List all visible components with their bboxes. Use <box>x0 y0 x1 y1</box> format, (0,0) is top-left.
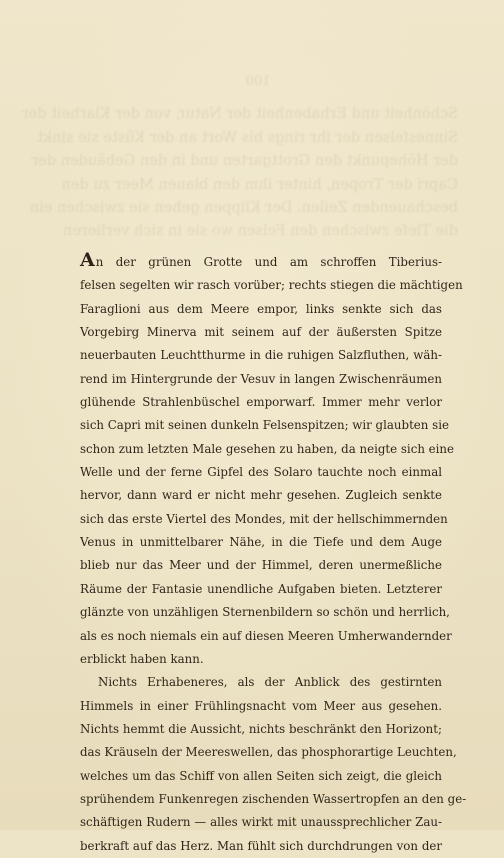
text-line: Himmels in einer Frühlingsnacht vom Meer aus gesehen. <box>80 698 442 713</box>
text-line: berkraft auf das Herz. Man fühlt sich durchdrungen von der <box>80 838 442 853</box>
text-line: blieb nur das Meer und der Himmel, deren unermeßliche <box>80 558 442 573</box>
bleed-through-line: Schönheit und Erhabenheit der Natur, von der Klarheit der <box>21 106 458 123</box>
bleed-through-line: Sinnesfelsen der ihr rings bis Wort an der Küste sie sinkt <box>37 129 458 146</box>
bleed-through-line: der Höhepunkt den Grottgarten und in den Gebäuden der <box>31 153 458 170</box>
text-line: Vorgebirg Minerva mit seinem auf der äußersten Spitze <box>80 325 442 340</box>
text-line: erblickt haben kann. <box>80 651 204 666</box>
text-line: Räume der Fantasie unendliche Aufgaben bieten. Letzterer <box>80 581 442 596</box>
paragraph-2 <box>80 671 467 858</box>
text-line: glänzte von unzähligen Sternenbildern so schön und herrlich, <box>80 605 450 620</box>
text-line: welches um das Schiff von allen Seiten sich zeigt, die gleich <box>80 768 442 783</box>
drop-cap: A <box>80 249 95 271</box>
text-line: Faraglioni aus dem Meere empor, links senkte sich das <box>80 301 442 316</box>
text-line: rend im Hintergrunde der Vesuv in langen Zwischenräumen <box>80 371 442 386</box>
bleed-through-line: die Tiefe zwischen den Felsen wo sie in sich verlieren <box>62 223 458 240</box>
text-line: glühende Strahlenbüschel emporwarf. Immer mehr verlor <box>80 395 442 410</box>
text-line: Nichts hemmt die Aussicht, nichts beschränkt den Horizont; <box>80 721 442 736</box>
bleed-through-line: beschauenden Zeilen. Der Klippen gehen sie zwischen ein <box>29 200 458 217</box>
bleed-through-page-number: 100 <box>245 74 271 89</box>
text-line: Welle und der ferne Gipfel des Solaro tauchte noch einmal <box>80 465 442 480</box>
text-line: schon zum letzten Male gesehen zu haben, da neigte sich eine <box>80 441 454 456</box>
text-line: hervor, dann ward er nicht mehr gesehen. Zugleich senkte <box>80 488 442 503</box>
text-line: Venus in unmittelbarer Nähe, in die Tiefe und dem Auge <box>80 535 442 550</box>
text-line: als es noch niemals ein auf diesen Meeren Umherwandernder <box>80 628 452 643</box>
text-line: sich Capri mit seinen dunkeln Felsenspitzen; wir glaubten sie <box>80 418 449 433</box>
bleed-through-text <box>21 70 458 244</box>
text-line-content: n der grünen Grotte und am schroffen Tiberius- <box>95 255 442 269</box>
text-line: das Kräuseln der Meereswellen, das phosphorartige Leuchten, <box>80 745 457 760</box>
bleed-through-line: Capri der Tropen, hinter ihm den blauen Meer zu den <box>61 176 458 193</box>
text-line: neuerbauten Leuchtthurme in die ruhigen Salzfluthen, wäh- <box>80 348 442 363</box>
text-line: Nichts Erhabeneres, als der Anblick des gestirnten <box>98 675 442 690</box>
text-line: sich das erste Viertel des Mondes, mit der hellschimmernden <box>80 511 448 526</box>
body-text <box>80 249 467 858</box>
text-line <box>80 251 442 274</box>
text-line: schäftigen Rudern — alles wirkt mit unaussprechlicher Zau- <box>80 815 442 830</box>
text-line: sprühendem Funkenregen zischenden Wassertropfen an den ge- <box>80 791 467 806</box>
text-line: felsen segelten wir rasch vorüber; rechts stiegen die mächtigen <box>80 278 463 293</box>
paragraph-1 <box>80 249 463 671</box>
